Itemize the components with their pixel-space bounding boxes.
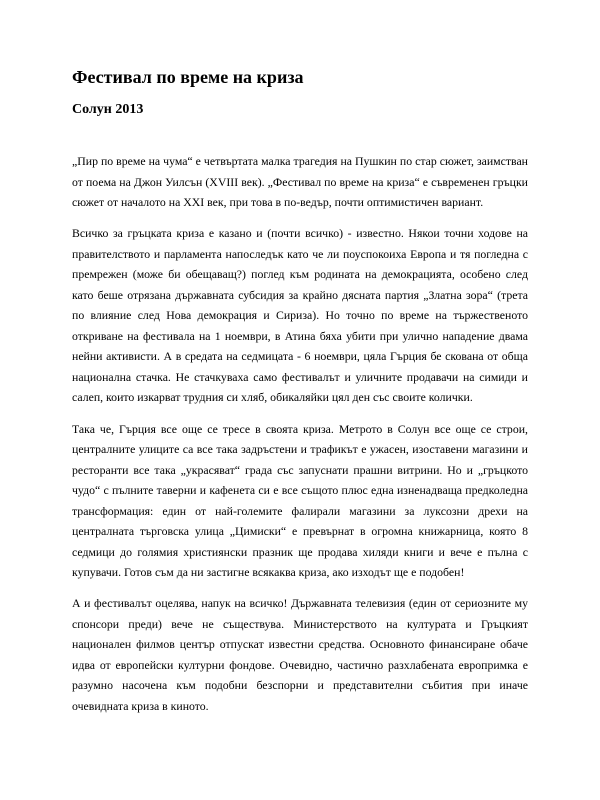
document-body — [72, 151, 528, 716]
document-subtitle: Солун 2013 — [72, 102, 144, 117]
paragraph-3: Така че, Гърция все още се тресе в своята криза. Метрото в Солун все още се строи, централните улиците са все така задръстени и трафикът е ужасен, изоставени магазини и ресторанти все така „украсяват“ града със запуснати прашни витрини. Но и „гръцкото чудо“ с пълните таверни и кафенета си е все същото плюс една изненадваща предколедна трансформация: един от най-големите фалирали магазини за луксозни дрехи на централната търговска улица „Цимиски“ е превърнат в огромна книжарница, която 8 седмици до голямия християнски празник ще продава хиляди книги и вече е пълна с купувачи. Готов съм да ни застигне всякаква криза, ако изходът ще е подобен! — [72, 421, 528, 580]
document-title: Фестивал по време на криза — [72, 67, 304, 87]
paragraph-2: Всичко за гръцката криза е казано и (почти всичко) - известно. Някои точни ходове на правителството и парламента напоследък като че ли поуспокоиха Европа и тя погледна с премрежен (може би обещаващ?) поглед към родината на демокрацията, особено след като беше отрязана държавната субсидия за крайно дясната партия „Златна зора“ (трета по влияние след Нова демокрация и Сириза). Но точно по време на тържественото откриване на фестивала на 1 ноември, в Атина бяха убити при улично нападение двама нейни активисти. А в средата на седмицата - 6 ноември, цяла Гърция бе скована от обща национална стачка. Не стачкуваха само фестивалът и уличните продавачи на симиди и салеп, които изкарват трудния си хляб, обикаляйки цял ден със своите колички. — [72, 226, 528, 405]
paragraph-4: А и фестивалът оцелява, напук на всичко! Държавната телевизия (един от сериозните му спонсори преди) вече не съществува. Министерството на културата и Гръцкият национален филмов център отпускат известни средства. Основното финансиране обаче идва от европейски културни фондове. Очевидно, частично разхлабената европримка е разумно насочена към подобни безспорни и представителни събития при иначе очевидната криза в киното. — [72, 596, 528, 713]
paragraph-1: „Пир по време на чума“ е четвъртата малка трагедия на Пушкин по стар сюжет, заимстван от поема на Джон Уилсън (XVIII век). „Фестивал по време на криза“ е съвременен гръцки сюжет от началото на XXI век, при това в по-ведър, почти оптимистичен вариант. — [72, 154, 528, 209]
